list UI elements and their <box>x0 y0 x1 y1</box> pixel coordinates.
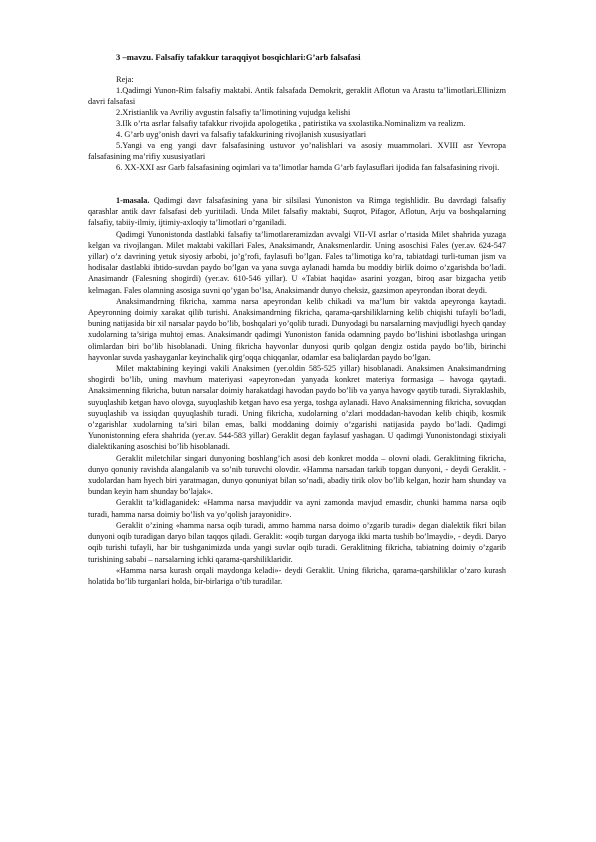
paragraph-text: Qadimgi davr falsafasining yana bir silsilasi Yunoniston va Rimga tegishlidir. Bu davrdagi falsafiy qarashlar antik davr falsafasi deb yuritiladi. Unda Milet falsafiy maktabi, Suqrot, Pifagor, Aflotun, Arju va boshqalarning falsafiy, tabiiy-ilmiy, ijtimiy-axloqiy ta’limotlari o’rganiladi. <box>88 196 506 228</box>
body-paragraph: Milet maktabining keyingi vakili Anaksimen (yer.oldin 585-525 yillar) hisoblanadi. Anaksimen Anaksimandrning shogirdi bo’lib, uning mavhum materiyasi «apeyron»dan yanyada konkret materiya formasiga – havoga qaytadi. Anaksimenning fikricha, butun narsalar doimiy harakatdagi havodan paydo bo’lib va yanya havogv qaytib turadi. Siyraklashib, suyuqlashib ketgan havo olovga, suyuqlashib ketgan havo esa yerga, toshga aylanadi. Havo Anaksimenning fikricha, sovuqdan suyuqlashib va issiqdan quyuqlashib turadi. Uning fikricha, xudolarning o’zlari moddadan-havodan kelib chiqib, kosmik o’zgarishlar xudolarning ta’siri bilan emas, balki moddaning doimiy o’zgarishi natijasida paydo bo’ladi. Qadimgi Yunonistonning efera shahrida (yer.av. 544-583 yillar) Geraklit degan faylasuf yashagan. U qadimgi Yunonistondagi stixiyali dialektikaning asoschisi bo’lib hisoblanadi. <box>88 364 506 452</box>
plan-item: 3.Ilk o’rta asrlar falsafiy tafakkur rivojida apologetika , patiristika va sxolastika.Nominalizm va realizm. <box>116 119 466 128</box>
body-paragraph: «Hamma narsa kurash orqali maydonga keladi»- deydi Geraklit. Uning fikricha, qarama-qarshiliklar o’zaro kurash holatida bo’lib turganlari holda, bir-birlariga o’tib turadilar. <box>88 565 506 586</box>
body-paragraph: Geraklit ta’kidlaganidek: «Hamma narsa mavjuddir va ayni zamonda mavjud emasdir, chunki hamma narsa oqib turadi, hamma narsa doimiy bo’lish va yo’qolish jarayonidir». <box>88 498 506 519</box>
body-paragraph <box>88 195 506 229</box>
plan-list <box>88 85 506 173</box>
body-paragraph: Anaksimandrning fikricha, xamma narsa apeyrondan kelib chikadi va ma’lum bir vaktda apeyronga kaytadi. Apeyronning doimiy xarakat qilib turishi. Anaksimandrning fikricha, qarama-qarshiliklarning kelib chiqishi tufayli bo’ladi, buning natijasida bir xil narsalar paydo bo’lib, boshqalari yo’qolib turadi. Dunyodagi bu narsalarning mavjudligi hyech qanday xudolarning ta’siriga muhtoj emas. Anaksimandr qadimgi Yunoniston fanida odamning paydo bo’lishini isbotlashga uringan olimlardan biri bo’lib hisoblanadi. Uning fikricha hayvonlar dunyosi qurib qolgan dengiz ostida paydo bo’lib, birinchi hayvonlar suvda yashayganlar keyinchalik qirg’oqqa chiqqanlar, odamlar esa baliqlardan paydo bo’lgan. <box>88 296 506 362</box>
document-page <box>88 52 506 587</box>
plan-item: 1.Qadimgi Yunon-Rim falsafiy maktabi. Antik falsafada Demokrit, geraklit Aflotun va Arastu ta’limotlari.Ellinizm davri falsafasi <box>88 86 506 106</box>
plan-item: 6. XX-XXI asr Garb falsafasining oqimlari va ta’limotlar hamda G’arb faylasuflari ijodida fan falsafasining rivoji. <box>116 163 500 172</box>
body-paragraph: Qadimgi Yunonistonda dastlabki falsafiy ta’limotlareramizdan avvalgi VII-VI asrlar o’rtasida Milet shahrida yuzaga kelgan va rivojlangan. Milet maktabi vakillari Fales, Anaksimandr, Anaksmenlardir. Uning asoschisi Fales (yer.av. 624-547 yillar) o’z davrining yetuk siyosiy arbobi, jo’g’rofi, faylasufi bo’lgan. Fales ta’limotiga ko’ra, tabiatdagi turli-tuman jism va hodisalar dastlabki ibtido-suvdan paydo bo’lgan va yana suvga aylanadi hamda bu moddiy birlik doimo o’zgarishda bo’ladi. Anasimandr (Falesning shogirdi) (yer.av. 610-546 yillar). U «Tabiat haqida» asarini yozgan, biroq asar bizgacha yetib kelmagan. Fales olamning asosiga suvni qo’ygan bo’lsa, Anaksimandr dunyo cheksiz, gazsimon apeyrondan iborat deydi. <box>88 229 506 295</box>
document-title: 3 –mavzu. Falsafiy tafakkur taraqqiyot bosqichlari:G’arb falsafasi <box>116 52 361 62</box>
section-spacer <box>88 173 506 195</box>
plan-heading: Reja: <box>116 75 134 84</box>
body-paragraph: Geraklit miletchilar singari dunyoning boshlang’ich asosi deb konkret modda – olovni oladi. Geraklitning fikricha, dunyo qonuniy ravishda alangalanib va so’nib turuvchi olovdir. «Hamma narsadan tarkib topgan dunyoni, - deydi Geraklit. - xudolardan ham hyech biri yaratmagan, dunyo qonuniyat bilan so’nadi, abadiy tirik olov bo’lib kelgan, hozir ham shunday va bundan keyin ham shunday bo’lajak». <box>88 453 506 497</box>
plan-item: 2.Xristianlik va Avriliy avgustin falsafiy ta’limotining vujudga kelishi <box>116 108 351 117</box>
plan-item: 5.Yangi va eng yangi davr falsafasining ustuvor yo’nalishlari va asosiy muammolari. XVIII asr Yevropa falsafasining ma’rifiy xususiyatlari <box>88 141 506 161</box>
section-label: 1-masala. <box>116 196 150 205</box>
plan-item: 4. G’arb uyg’onish davri va falsafiy tafakkurining rivojlanish xususiyatlari <box>116 130 367 139</box>
body-paragraph: Geraklit o’zining «hamma narsa oqib turadi, ammo hamma narsa doimo o’zgarib turadi» degan dialektik fikri bilan dunyoni oqib turadigan daryo bilan taqqos qiladi. Geraklit: «oqib turgan daryoga ikki marta tushib bo’lmaydi», - deydi. Daryo oqib turishi tufayli, har bir tushganimizda unda yangi suvlar oqib turadi. Geraklitning fikricha, tabiatning doimiy o’zgarib turishining sababi – narsalarning ichki qarama-qarshiliklaridir. <box>88 520 506 564</box>
